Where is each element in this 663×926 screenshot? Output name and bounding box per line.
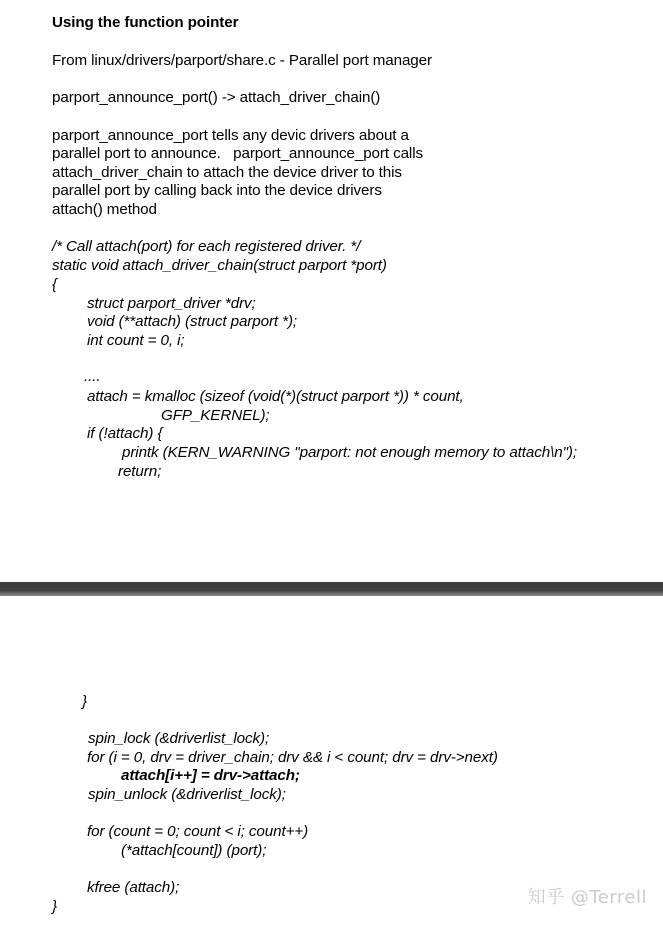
description-line: parport_announce_port tells any devic drivers about a <box>52 127 409 144</box>
code-close-brace: } <box>82 693 87 710</box>
description-line: attach_driver_chain to attach the device driver to this <box>52 164 402 181</box>
code-line: spin_lock (&driverlist_lock); <box>88 730 270 747</box>
watermark-label: 知乎 @Terrell <box>527 887 647 908</box>
code-line: int count = 0, i; <box>87 332 185 349</box>
description-line: parallel port to announce. parport_announce_port calls <box>52 145 423 162</box>
code-open-brace: { <box>52 276 57 293</box>
document-page-bottom <box>0 596 663 926</box>
call-chain-line: parport_announce_port() -> attach_driver_chain() <box>52 89 381 106</box>
code-line: struct parport_driver *drv; <box>87 295 256 312</box>
description-line: parallel port by calling back into the device drivers <box>52 182 382 199</box>
code-line: printk (KERN_WARNING "parport: not enough memory to attach\n"); <box>122 444 577 461</box>
code-line: for (i = 0, drv = driver_chain; drv && i < count; drv = drv->next) <box>87 749 498 766</box>
code-close-brace: } <box>52 898 57 915</box>
code-ellipsis: .... <box>84 368 101 385</box>
code-line: spin_unlock (&driverlist_lock); <box>88 786 286 803</box>
code-function-signature: static void attach_driver_chain(struct parport *port) <box>52 257 387 274</box>
code-line: for (count = 0; count < i; count++) <box>87 823 309 840</box>
description-line: attach() method <box>52 201 157 218</box>
section-heading: Using the function pointer <box>52 14 239 31</box>
code-comment: /* Call attach(port) for each registered driver. */ <box>52 238 361 255</box>
code-line: (*attach[count]) (port); <box>121 842 267 859</box>
code-line-bold: attach[i++] = drv->attach; <box>121 767 300 784</box>
source-file-line: From linux/drivers/parport/share.c - Parallel port manager <box>52 52 432 69</box>
code-line: kfree (attach); <box>87 879 180 896</box>
page-divider <box>0 582 663 596</box>
code-line: attach = kmalloc (sizeof (void(*)(struct parport *)) * count, <box>87 388 464 405</box>
code-line: if (!attach) { <box>87 425 163 442</box>
code-line: void (**attach) (struct parport *); <box>87 313 298 330</box>
code-line: GFP_KERNEL); <box>161 407 270 424</box>
code-line: return; <box>118 463 162 480</box>
